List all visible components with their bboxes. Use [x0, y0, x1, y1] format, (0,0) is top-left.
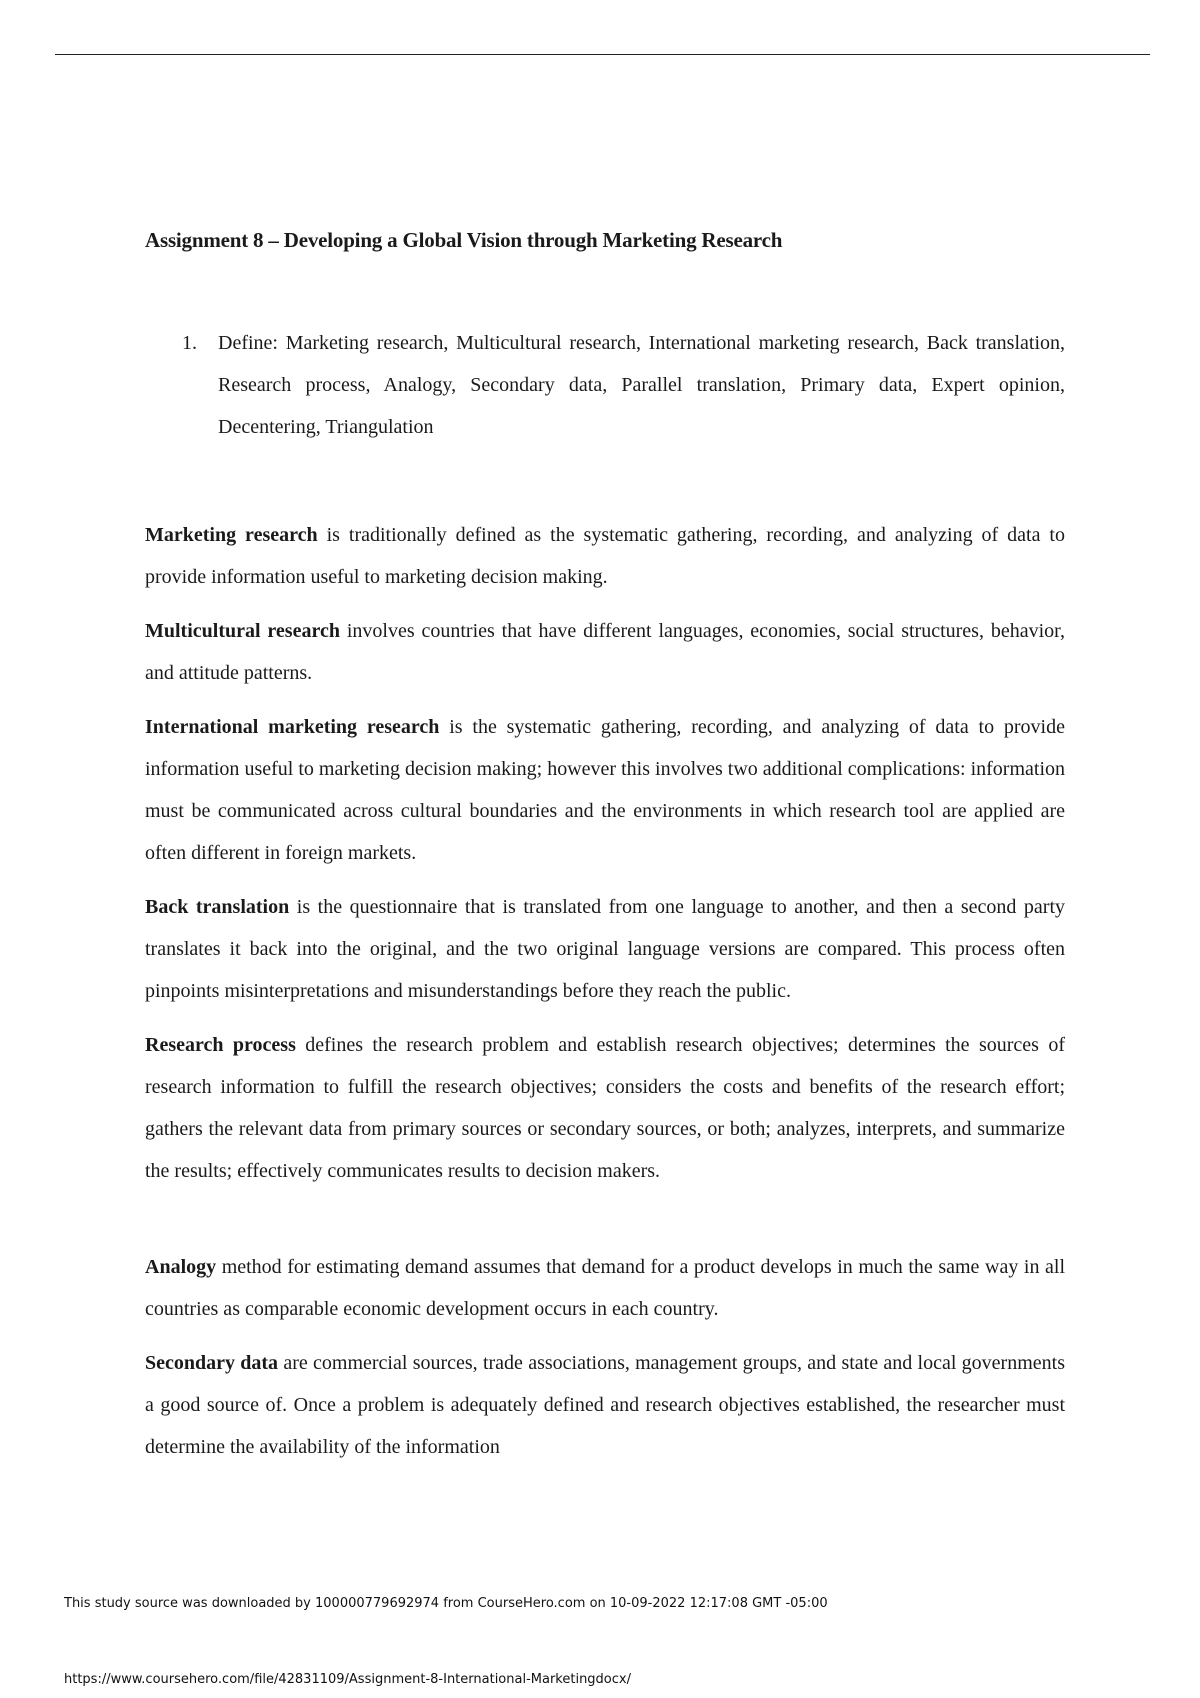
- definition-text: are commercial sources, trade associations, management groups, and state and local governments a good source of. Once a problem is adequately defined and research objectives established, the researcher must determine the availability of the information: [145, 1352, 1065, 1458]
- question-text: Define: Marketing research, Multicultural research, International marketing research, Back translation, Research process, Analogy, Secondary data, Parallel translation, Primary data, Expert opinion, Decentering, Triangulation: [218, 332, 1065, 438]
- definition-text: method for estimating demand assumes that demand for a product develops in much the same way in all countries as comparable economic development occurs in each country.: [145, 1256, 1065, 1320]
- definition-term: Back translation: [145, 896, 290, 918]
- definition-text: involves countries that have different languages, economies, social structures, behavior, and attitude patterns.: [145, 620, 1065, 684]
- definition-term: International marketing research: [145, 716, 440, 738]
- definition-paragraph: [145, 514, 1065, 598]
- definition-paragraph: [145, 1024, 1065, 1192]
- definition-term: Multicultural research: [145, 620, 340, 642]
- definition-text: is traditionally defined as the systematic gathering, recording, and analyzing of data to provide information useful to marketing decision making.: [145, 524, 1065, 588]
- definition-paragraph: [145, 886, 1065, 1012]
- definition-paragraph: [145, 1246, 1065, 1330]
- document-title: Assignment 8 – Developing a Global Vision through Marketing Research: [145, 228, 783, 252]
- definition-paragraph: [145, 1342, 1065, 1468]
- definition-text: is the questionnaire that is translated from one language to another, and then a second party translates it back into the original, and the two original language versions are compared. This process often pinpoints misinterpretations and misunderstandings before they reach the public.: [145, 896, 1066, 1002]
- header-rule: [55, 54, 1150, 55]
- definition-paragraph: [145, 706, 1065, 874]
- definition-text: defines the research problem and establish research objectives; determines the sources of research information to fulfill the research objectives; considers the costs and benefits of the research effort; gathers the relevant data from primary sources or secondary sources, or both; analyzes, interprets, and summarize the results; effectively communicates results to decision makers.: [145, 1034, 1065, 1182]
- definition-term: Secondary data: [145, 1352, 279, 1374]
- question-item: [145, 322, 1065, 448]
- definition-term: Research process: [145, 1034, 296, 1056]
- definitions-body: [145, 514, 1065, 1480]
- definition-paragraph: [145, 610, 1065, 694]
- download-source-notice: This study source was downloaded by 100000779692974 from CourseHero.com on 10-09-2022 12:17:08 GMT -05:00: [64, 1596, 828, 1611]
- definition-text: is the systematic gathering, recording, and analyzing of data to provide information useful to marketing decision making; however this involves two additional complications: information must be communicated across cultural boundaries and the environments in which research tool are applied are often different in foreign markets.: [145, 716, 1065, 864]
- definition-term: Marketing research: [145, 524, 318, 546]
- source-url[interactable]: https://www.coursehero.com/file/42831109/Assignment-8-International-Marketingdocx/: [64, 1672, 631, 1687]
- question-number: 1.: [182, 332, 197, 354]
- definition-term: Analogy: [145, 1256, 217, 1278]
